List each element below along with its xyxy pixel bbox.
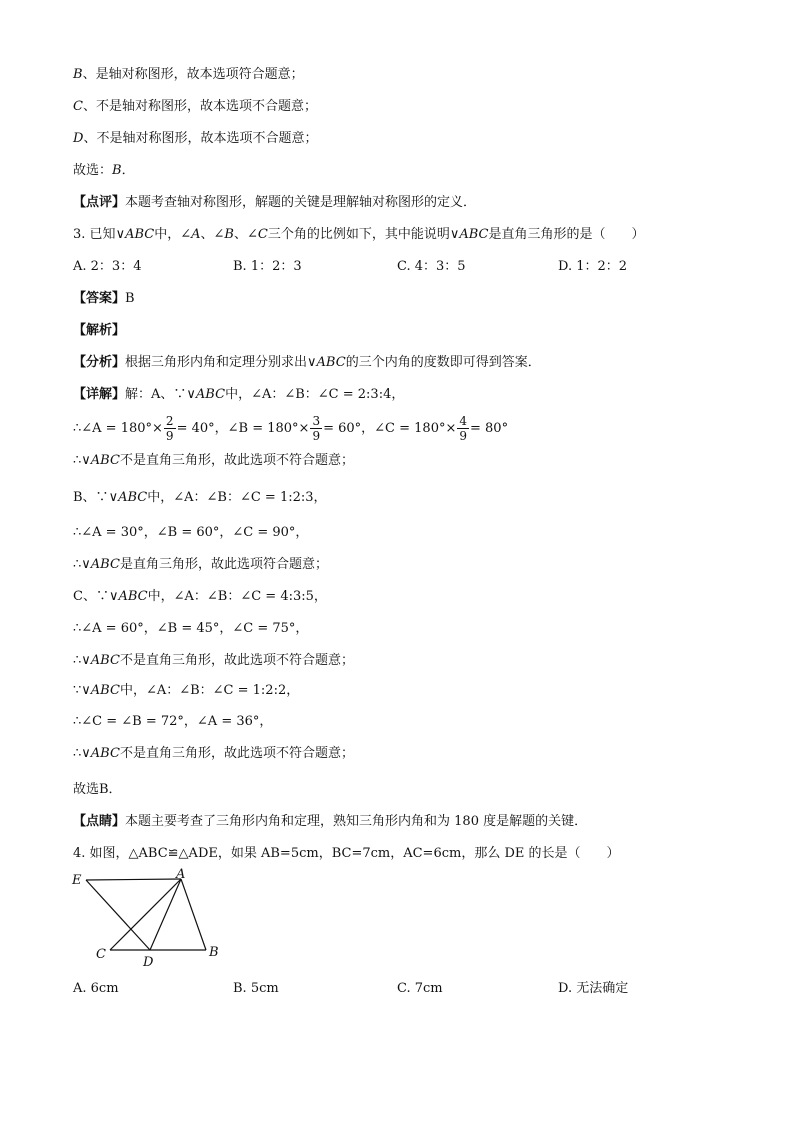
therefore-symbol: ∴ bbox=[73, 653, 82, 668]
q3-option-a: A. 2：3：4 bbox=[73, 259, 142, 274]
tag: 【详解】 bbox=[73, 387, 126, 402]
text: 的三个内角的度数即可得到答案． bbox=[345, 355, 541, 370]
text: 、不是轴对称图形，故本选项不合题意； bbox=[82, 99, 317, 114]
fraction bbox=[164, 414, 176, 443]
q4-triangle-figure bbox=[66, 866, 236, 972]
text: = 80° bbox=[470, 421, 509, 436]
text: ∴∠A = 180°× bbox=[73, 421, 163, 436]
q3-detail-a bbox=[73, 386, 404, 404]
text: 是直角三角形的是（ ） bbox=[488, 227, 645, 242]
text: 已知 bbox=[89, 227, 116, 242]
q4-stem: 4. 如图，△ABC≌△ADE，如果 AB=5cm，BC=7cm，AC=6cm，那么 DE 的长是（ ） bbox=[73, 846, 620, 861]
q4-option-d: D. 无法确定 bbox=[558, 981, 629, 996]
tag: 【分析】 bbox=[73, 355, 126, 370]
letter-d: D bbox=[73, 131, 84, 146]
angle: ∠A bbox=[180, 227, 201, 242]
text: 根据三角形内角和定理分别求出 bbox=[125, 355, 308, 370]
q2-comment bbox=[73, 194, 476, 212]
letter-c: C bbox=[73, 99, 83, 114]
text: 、是轴对称图形，故本选项符合题意； bbox=[82, 67, 304, 82]
q2-choose bbox=[73, 162, 135, 180]
vertex-label-c: C bbox=[96, 947, 106, 962]
triangle-label: ∨ABC bbox=[115, 227, 155, 242]
tag: 【点睛】 bbox=[73, 814, 126, 829]
q2-option-c-explain bbox=[73, 98, 317, 116]
tag: 【点评】 bbox=[73, 195, 126, 210]
text: ． bbox=[121, 163, 135, 178]
text: 不是直角三角形，故此选项不符合题意； bbox=[119, 653, 354, 668]
text: 、 bbox=[200, 227, 214, 242]
q3-dianjing bbox=[73, 813, 587, 831]
text: 中，∠A：∠B：∠C = 1:2:3， bbox=[147, 490, 327, 505]
q3-stem bbox=[73, 226, 645, 244]
triangle-label: ∨ABC bbox=[81, 746, 120, 761]
text: 解：A、∵ bbox=[125, 387, 187, 402]
q3-detail-c bbox=[73, 588, 327, 606]
text: 是直角三角形，故此选项符合题意； bbox=[119, 557, 328, 572]
text: C、∵ bbox=[73, 589, 109, 604]
text: 中，∠A：∠B：∠C = 4:3:5， bbox=[147, 589, 327, 604]
denominator: 9 bbox=[165, 429, 174, 443]
q3-concl-d bbox=[73, 745, 354, 763]
tag: 【解析】 bbox=[73, 323, 126, 338]
q3-calc-a bbox=[73, 414, 508, 443]
denominator: 9 bbox=[459, 429, 468, 443]
text: 中，∠A：∠B：∠C = 2:3:4， bbox=[225, 387, 405, 402]
triangle-label: ∨ABC bbox=[108, 490, 148, 505]
text: ∵ bbox=[73, 683, 82, 698]
q3-option-d: D. 1：2：2 bbox=[558, 259, 628, 274]
triangle-label: ∨ABC bbox=[81, 453, 120, 468]
triangle-label: ∨ABC bbox=[186, 387, 226, 402]
q3-option-b: B. 1：2：3 bbox=[233, 259, 302, 274]
triangle-label: ∨ABC bbox=[81, 653, 120, 668]
triangle-label: ∨ABC bbox=[81, 557, 120, 572]
text: 、不是轴对称图形，故本选项不合题意； bbox=[83, 131, 318, 146]
q3-calc-d: ∴∠C = ∠B = 72°，∠A = 36°， bbox=[73, 714, 273, 729]
question-number: 3. bbox=[73, 227, 86, 242]
numerator: 4 bbox=[459, 414, 468, 428]
q3-answer bbox=[73, 290, 135, 308]
vertex-label-e: E bbox=[72, 873, 82, 888]
text: 本题主要考查了三角形内角和定理，熟知三角形内角和为 180 度是解题的关键． bbox=[125, 814, 588, 829]
q3-detail-d bbox=[73, 682, 299, 700]
q3-concl-a bbox=[73, 452, 354, 470]
triangle-label: ∨ABC bbox=[307, 355, 346, 370]
q3-option-c: C. 4：3：5 bbox=[397, 259, 466, 274]
therefore-symbol: ∴ bbox=[73, 557, 82, 572]
angle: ∠C bbox=[247, 227, 268, 242]
text: 本题考查轴对称图形，解题的关键是理解轴对称图形的定义． bbox=[125, 195, 477, 210]
fraction bbox=[310, 414, 322, 443]
text: B、∵ bbox=[73, 490, 109, 505]
vertex-label-b: B bbox=[209, 945, 219, 960]
text: 中， bbox=[154, 227, 181, 242]
text: 中，∠A：∠B：∠C = 1:2:2， bbox=[119, 683, 300, 698]
therefore-symbol: ∴ bbox=[73, 746, 82, 761]
triangle-label: ∨ABC bbox=[449, 227, 489, 242]
denominator: 9 bbox=[312, 429, 321, 443]
numerator: 3 bbox=[312, 414, 321, 428]
triangle-label: ∨ABC bbox=[81, 683, 120, 698]
text: 故选： bbox=[73, 163, 113, 178]
therefore-symbol: ∴ bbox=[73, 453, 82, 468]
q3-fenxi bbox=[73, 354, 541, 372]
text: = 40°，∠B = 180°× bbox=[176, 421, 310, 436]
q3-detail-b bbox=[73, 489, 327, 507]
angle: ∠B bbox=[213, 227, 234, 242]
text: 三个角的比例如下，其中能说明 bbox=[267, 227, 450, 242]
letter: B bbox=[112, 163, 122, 178]
text: 、 bbox=[233, 227, 247, 242]
vertex-label-a: A bbox=[176, 867, 186, 882]
text: = 60°，∠C = 180°× bbox=[323, 421, 457, 436]
fraction bbox=[457, 414, 469, 443]
text: 不是直角三角形，故此选项不符合题意； bbox=[119, 453, 354, 468]
answer-value: B bbox=[125, 291, 135, 306]
q3-analysis-tag bbox=[73, 322, 125, 340]
vertex-label-d: D bbox=[143, 955, 154, 970]
q3-concl-c bbox=[73, 652, 354, 670]
q3-choose: 故选B． bbox=[73, 782, 122, 797]
numerator: 2 bbox=[165, 414, 174, 428]
q2-option-d-explain bbox=[73, 130, 317, 148]
text: 不是直角三角形，故此选项不符合题意； bbox=[119, 746, 354, 761]
letter-b: B bbox=[73, 67, 83, 82]
q2-option-b-explain bbox=[73, 66, 304, 84]
q3-calc-c: ∴∠A = 60°，∠B = 45°，∠C = 75°， bbox=[73, 621, 309, 636]
q4-option-a: A. 6cm bbox=[73, 981, 119, 996]
triangle-label: ∨ABC bbox=[108, 589, 148, 604]
q3-calc-b: ∴∠A = 30°，∠B = 60°，∠C = 90°， bbox=[73, 525, 309, 540]
q3-concl-b bbox=[73, 556, 328, 574]
q4-option-b: B. 5cm bbox=[233, 981, 279, 996]
q4-option-c: C. 7cm bbox=[397, 981, 443, 996]
tag: 【答案】 bbox=[73, 291, 126, 306]
